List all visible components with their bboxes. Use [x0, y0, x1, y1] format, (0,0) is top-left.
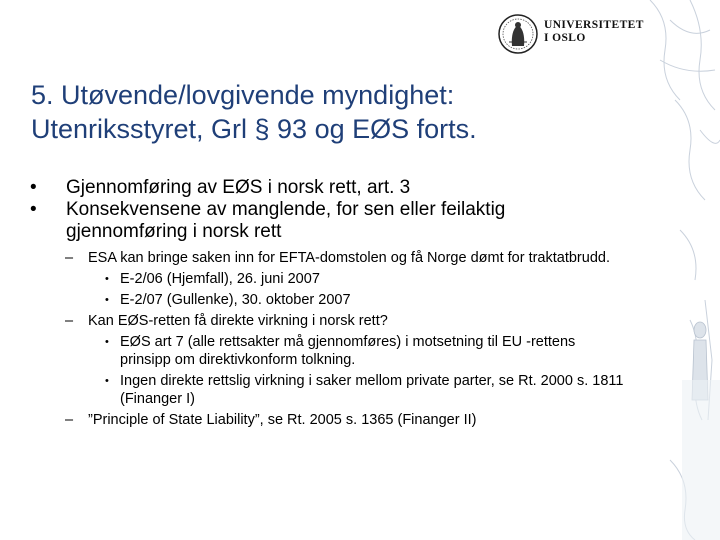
- sub-bullet-text: ESA kan bringe saken inn for EFTA-domstolen og få Norge dømt for traktatbrudd.: [88, 250, 610, 266]
- nested-bullet-item: [30, 270, 630, 288]
- bullet-marker: •: [30, 199, 37, 220]
- dash-marker: –: [65, 412, 74, 428]
- decorative-statue-illustration: [630, 0, 720, 540]
- sub-bullet-text: Kan EØS-retten få direkte virkning i norsk rett?: [88, 313, 388, 329]
- bullet-item: [30, 199, 630, 243]
- slide-content: [30, 177, 630, 429]
- slide-title-line1: 5. Utøvende/lovgivende myndighet:: [31, 80, 455, 110]
- bullet-marker: •: [105, 336, 109, 348]
- sub-bullet-item: [30, 411, 630, 429]
- nested-bullet-item: [30, 291, 630, 309]
- bullet-marker: •: [105, 375, 109, 387]
- bullet-item: [30, 177, 630, 199]
- logo-text: [544, 19, 644, 45]
- dash-marker: –: [65, 313, 74, 329]
- bullet-marker: •: [105, 294, 109, 306]
- sub-bullet-text: ”Principle of State Liability”, se Rt. 2005 s. 1365 (Finanger II): [88, 412, 477, 428]
- nested-bullet-text: E-2/07 (Gullenke), 30. oktober 2007: [120, 292, 351, 308]
- university-seal-icon: [498, 12, 538, 56]
- bullet-marker: •: [30, 177, 37, 198]
- bullet-text: Gjennomføring av EØS i norsk rett, art. 3: [66, 177, 411, 198]
- nested-bullet-item: [30, 333, 630, 369]
- nested-bullet-text: E-2/06 (Hjemfall), 26. juni 2007: [120, 271, 320, 287]
- nested-bullet-text: EØS art 7 (alle rettsakter må gjennomføres) i motsetning til EU -rettens prinsipp om direktivkonform tolkning.: [120, 334, 576, 368]
- nested-bullet-text: Ingen direkte rettslig virkning i saker mellom private parter, se Rt. 2000 s. 1811 (Finanger I): [120, 373, 624, 407]
- nested-bullet-item: [30, 372, 630, 408]
- logo-line1: UNIVERSITETET: [544, 19, 644, 31]
- dash-marker: –: [65, 250, 74, 266]
- sub-bullet-item: [30, 312, 630, 330]
- slide-title-line2: Utenriksstyret, Grl § 93 og EØS forts.: [31, 114, 477, 144]
- bullet-text: Konsekvensene av manglende, for sen eller feilaktig gjennomføring i norsk rett: [66, 199, 506, 242]
- slide-title: [31, 78, 631, 146]
- bullet-marker: •: [105, 273, 109, 285]
- logo-line2: I OSLO: [544, 32, 586, 44]
- sub-bullet-item: [30, 249, 630, 267]
